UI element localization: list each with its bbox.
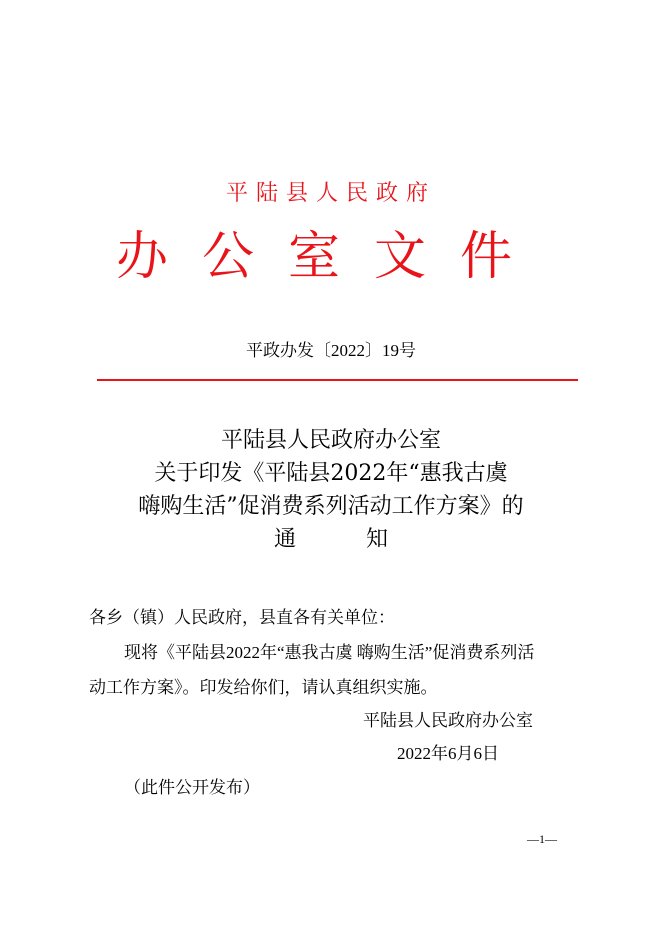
page-number: —1— [527,832,557,846]
publication-note: （此件公开发布） [124,778,260,797]
issue-date: 2022年6月6日 [397,744,499,763]
title-line-1: 平陆县人民政府办公室 [220,428,441,453]
body-paragraph-line-1: 现将《平陆县2022年“惠我古虞 嗨购生活”促消费系列活 [124,643,535,662]
title-line-2: 关于印发《平陆县2022年“惠我古虞 [154,461,508,486]
signer: 平陆县人民政府办公室 [363,711,533,730]
title-line-4: 通知 [273,527,458,552]
issuer-name: 平陆县人民政府 [225,181,436,206]
body-paragraph-line-2: 动工作方案》。印发给你们，请认真组织实施。 [89,678,438,697]
title-line-3: 嗨购生活”促消费系列活动工作方案》的 [138,494,524,519]
salutation: 各乡（镇）人民政府，县直各有关单位： [89,608,395,627]
red-divider-line [97,379,578,381]
document-number: 平政办发〔2022〕19号 [246,341,416,360]
document-type-heading: 办公室文件 [115,227,546,287]
document-title [0,424,662,556]
